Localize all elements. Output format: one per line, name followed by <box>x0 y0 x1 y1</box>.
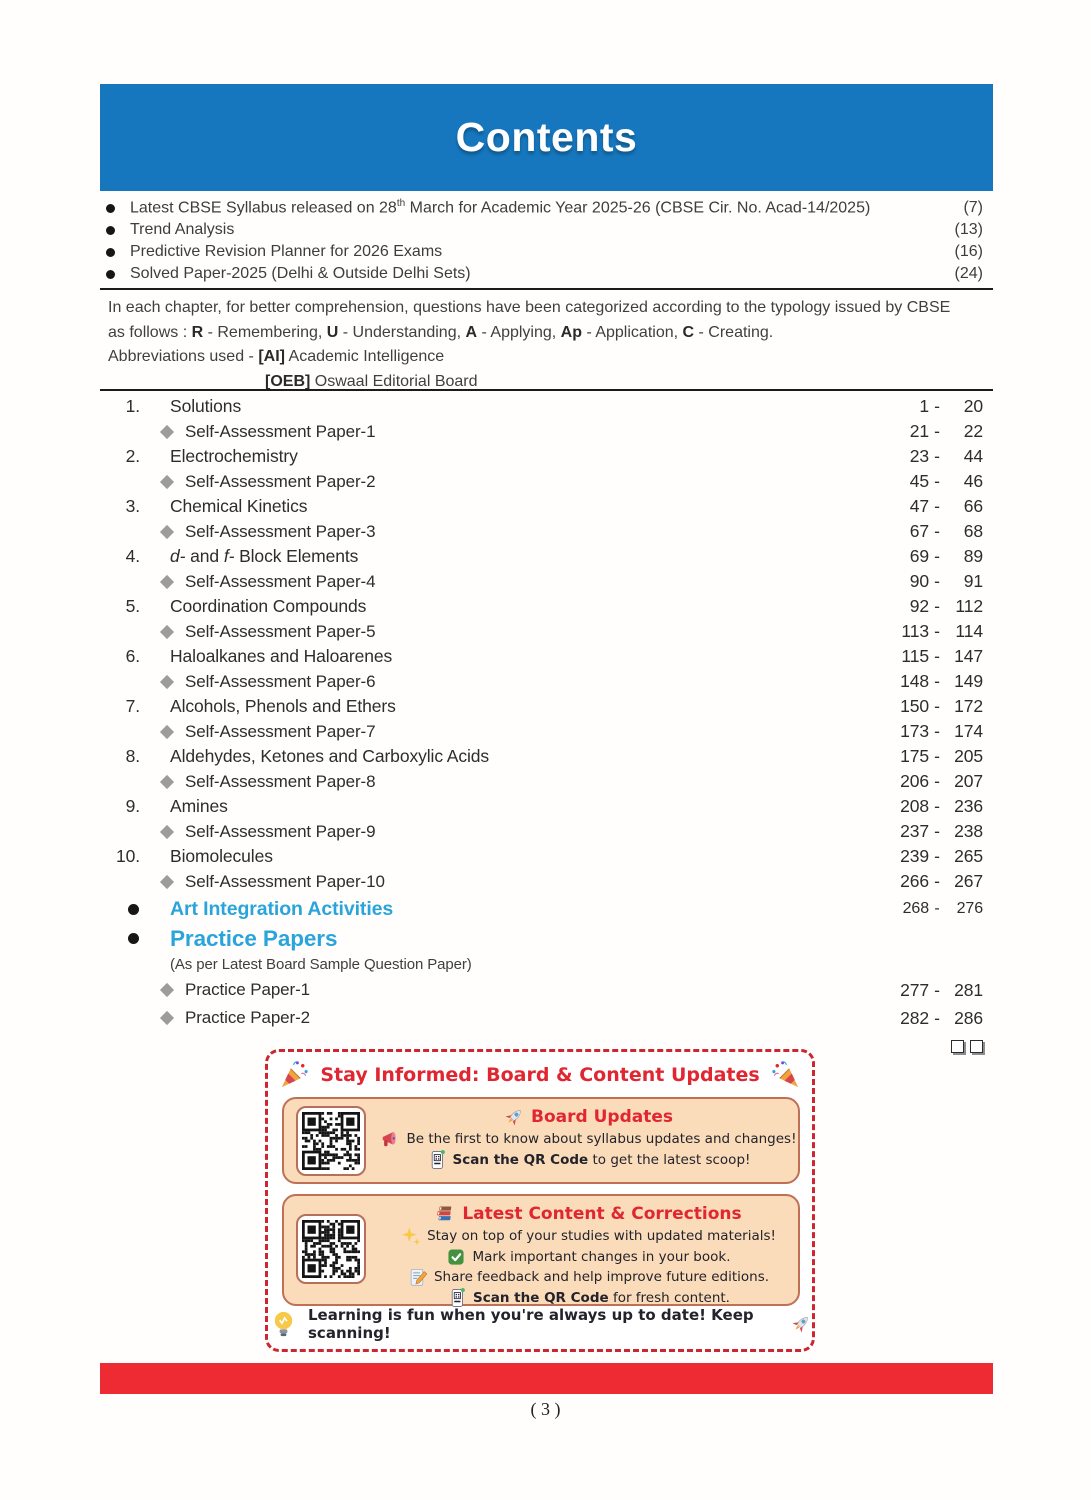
bullet-icon <box>106 270 115 279</box>
chapter-number: 2. <box>125 446 140 466</box>
chapter-row <box>100 844 993 869</box>
self-assessment-title: Self-Assessment Paper-3 <box>185 521 376 541</box>
page-range: 115 - 147 <box>901 646 983 666</box>
self-assessment-title: Self-Assessment Paper-1 <box>185 421 376 441</box>
rocket-icon <box>503 1106 525 1128</box>
front-matter-page: (16) <box>954 243 983 260</box>
page-range: 23 - 44 <box>909 446 983 466</box>
chapter-number: 10. <box>115 846 140 866</box>
end-of-toc-squares-icon <box>951 1040 983 1053</box>
page-number: ( 3 ) <box>530 1399 561 1419</box>
self-assessment-title: Self-Assessment Paper-5 <box>185 621 376 641</box>
page-range: 268 - 276 <box>902 900 983 917</box>
front-matter-list <box>100 197 993 285</box>
chapter-title: Alcohols, Phenols and Ethers <box>170 696 396 716</box>
megaphone-icon <box>380 1128 402 1150</box>
diamond-icon <box>160 1011 174 1025</box>
chapter-title: Haloalkanes and Haloarenes <box>170 646 393 666</box>
chapter-title: d- and f- Block Elements <box>170 546 359 566</box>
practice-paper-row <box>100 976 993 1004</box>
card-line: Share feedback and help improve future editions. <box>378 1267 798 1288</box>
chapter-number: 6. <box>125 646 140 666</box>
front-matter-item <box>100 197 993 219</box>
rocket-icon <box>790 1313 812 1335</box>
page-range: 282 - 286 <box>900 1007 983 1028</box>
page-range: 1 - 20 <box>919 396 983 416</box>
self-assessment-row <box>100 469 993 494</box>
chapter-row <box>100 594 993 619</box>
chapter-title: Amines <box>170 796 228 816</box>
self-assessment-row <box>100 569 993 594</box>
footer-bar <box>100 1363 993 1394</box>
chapter-list <box>100 394 993 894</box>
chapter-row <box>100 644 993 669</box>
chapter-number: 4. <box>125 546 140 566</box>
chapter-number: 8. <box>125 746 140 766</box>
self-assessment-title: Self-Assessment Paper-2 <box>185 471 376 491</box>
page-range: 173 - 174 <box>900 721 983 741</box>
diamond-icon <box>160 824 174 838</box>
page-range: 45 - 46 <box>909 471 983 491</box>
diamond-icon <box>160 474 174 488</box>
typology-note <box>108 296 993 394</box>
chapter-row <box>100 744 993 769</box>
latest-content-card <box>282 1194 800 1306</box>
diamond-icon <box>160 424 174 438</box>
card-title: Latest Content & Corrections <box>462 1203 742 1224</box>
front-matter-label: Solved Paper-2025 (Delhi & Outside Delhi Sets) <box>130 265 471 282</box>
self-assessment-title: Self-Assessment Paper-10 <box>185 871 385 891</box>
promo-footer-text: Learning is fun when you're always up to date! Keep scanning! <box>308 1306 754 1342</box>
card-line: Scan the QR Code for fresh content. <box>378 1288 798 1309</box>
front-matter-item <box>100 241 993 263</box>
front-matter-page: (24) <box>954 265 983 282</box>
stay-informed-box <box>265 1049 815 1352</box>
diamond-icon <box>160 724 174 738</box>
self-assessment-row <box>100 719 993 744</box>
typology-line-1: In each chapter, for better comprehension, questions have been categorized according to the typology issued by CBSE <box>108 299 951 316</box>
self-assessment-row <box>100 769 993 794</box>
practice-papers-note: (As per Latest Board Sample Question Paper) <box>170 956 472 973</box>
divider <box>100 389 993 391</box>
card-title: Board Updates <box>531 1106 673 1127</box>
bullet-icon <box>106 226 115 235</box>
chapter-row <box>100 544 993 569</box>
self-assessment-row <box>100 819 993 844</box>
front-matter-label: Latest CBSE Syllabus released on 28th March for Academic Year 2025-26 (CBSE Cir. No. Acad-14/2025) <box>130 198 871 217</box>
self-assessment-title: Self-Assessment Paper-8 <box>185 771 376 791</box>
front-matter-label: Predictive Revision Planner for 2026 Exams <box>130 243 443 260</box>
memo-pencil-icon <box>407 1266 429 1288</box>
front-matter-page: (13) <box>954 221 983 238</box>
diamond-icon <box>160 624 174 638</box>
section-title: Art Integration Activities <box>170 897 394 920</box>
card-line: Mark important changes in your book. <box>378 1247 798 1268</box>
party-popper-icon <box>770 1059 801 1090</box>
card-line: Stay on top of your studies with updated materials! <box>378 1226 798 1247</box>
abbreviations-line-1: Abbreviations used - [AI] Academic Intelligence <box>108 348 445 365</box>
diamond-icon <box>160 674 174 688</box>
chapter-row <box>100 694 993 719</box>
self-assessment-row <box>100 619 993 644</box>
card-title-row <box>378 1201 798 1226</box>
check-mark-icon <box>445 1246 467 1268</box>
page-range: 208 - 236 <box>900 796 983 816</box>
promo-title-row <box>268 1059 812 1090</box>
page-range: 150 - 172 <box>900 696 983 716</box>
diamond-icon <box>160 874 174 888</box>
bullet-icon <box>128 904 139 915</box>
sparkles-icon <box>400 1225 422 1247</box>
promo-title: Stay Informed: Board & Content Updates <box>320 1063 760 1086</box>
practice-paper-title: Practice Paper-2 <box>185 1008 311 1027</box>
card-line: Be the first to know about syllabus updates and changes! <box>378 1129 798 1150</box>
party-popper-icon <box>279 1059 310 1090</box>
front-matter-label: Trend Analysis <box>130 221 235 238</box>
books-icon <box>434 1203 456 1225</box>
square-icon <box>970 1040 983 1053</box>
bullet-icon <box>106 248 115 257</box>
page-range: 277 - 281 <box>900 979 983 1000</box>
toc-entry-art-integration <box>100 895 993 923</box>
page-range: 21 - 22 <box>909 421 983 441</box>
practice-paper-row <box>100 1004 993 1032</box>
toc-entry-practice-papers <box>100 923 993 954</box>
card-title-row <box>378 1104 798 1129</box>
chapter-title: Electrochemistry <box>170 446 298 466</box>
page-range: 175 - 205 <box>900 746 983 766</box>
self-assessment-title: Self-Assessment Paper-6 <box>185 671 376 691</box>
table-of-contents <box>100 394 993 1032</box>
chapter-number: 1. <box>125 396 140 416</box>
chapter-row <box>100 444 993 469</box>
self-assessment-row <box>100 669 993 694</box>
diamond-icon <box>160 983 174 997</box>
front-matter-item <box>100 263 993 285</box>
chapter-row <box>100 494 993 519</box>
page-range: 90 - 91 <box>909 571 983 591</box>
qr-code <box>296 1214 366 1284</box>
page-range: 266 - 267 <box>900 871 983 891</box>
chapter-title: Coordination Compounds <box>170 596 367 616</box>
chapter-title: Solutions <box>170 396 242 416</box>
page-range: 47 - 66 <box>909 496 983 516</box>
card-line: Scan the QR Code to get the latest scoop! <box>378 1150 798 1171</box>
section-title: Practice Papers <box>170 925 338 951</box>
bullet-icon <box>128 933 139 944</box>
typology-line-2: as follows : R - Remembering, U - Understanding, A - Applying, Ap - Application, C - Creating. <box>108 323 774 341</box>
front-matter-item <box>100 219 993 241</box>
front-matter-page: (7) <box>963 199 983 216</box>
chapter-number: 7. <box>125 696 140 716</box>
chapter-title: Chemical Kinetics <box>170 496 308 516</box>
square-icon <box>951 1040 964 1053</box>
chapter-number: 9. <box>125 796 140 816</box>
self-assessment-title: Self-Assessment Paper-4 <box>185 571 376 591</box>
chapter-title: Aldehydes, Ketones and Carboxylic Acids <box>170 746 490 766</box>
practice-paper-title: Practice Paper-1 <box>185 980 311 999</box>
page-range: 148 - 149 <box>900 671 983 691</box>
page-range: 113 - 114 <box>901 621 983 641</box>
self-assessment-row <box>100 869 993 894</box>
promo-footer-row <box>268 1306 812 1342</box>
chapter-row <box>100 394 993 419</box>
diamond-icon <box>160 574 174 588</box>
self-assessment-row <box>100 519 993 544</box>
divider <box>100 288 993 290</box>
self-assessment-title: Self-Assessment Paper-7 <box>185 721 376 741</box>
page-range: 239 - 265 <box>900 846 983 866</box>
bullet-icon <box>106 204 115 213</box>
qr-code <box>296 1106 366 1176</box>
board-updates-card <box>282 1097 800 1184</box>
page-range: 92 - 112 <box>909 596 983 616</box>
page-range: 237 - 238 <box>900 821 983 841</box>
diamond-icon <box>160 774 174 788</box>
page-range: 206 - 207 <box>900 771 983 791</box>
page-range: 69 - 89 <box>909 546 983 566</box>
self-assessment-row <box>100 419 993 444</box>
chapter-number: 5. <box>125 596 140 616</box>
contents-header-banner <box>100 84 993 191</box>
self-assessment-title: Self-Assessment Paper-9 <box>185 821 376 841</box>
page-title: Contents <box>455 114 638 160</box>
abbreviations-line-2: [OEB] Oswaal Editorial Board <box>265 372 478 390</box>
page-range: 67 - 68 <box>909 521 983 541</box>
light-bulb-icon <box>268 1309 299 1340</box>
chapter-title: Biomolecules <box>170 846 273 866</box>
phone-qr-icon <box>426 1149 448 1171</box>
diamond-icon <box>160 524 174 538</box>
chapter-row <box>100 794 993 819</box>
chapter-number: 3. <box>125 496 140 516</box>
